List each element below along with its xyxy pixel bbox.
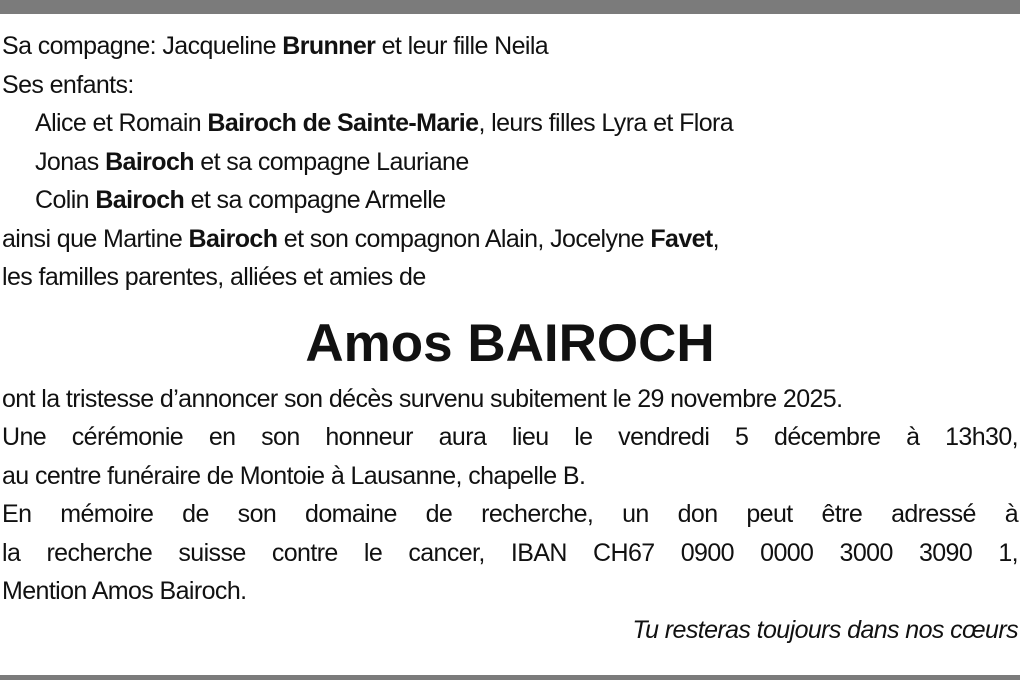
announcement-line: Mention Amos Bairoch. bbox=[2, 577, 247, 605]
text: et sa compagne Lauriane bbox=[193, 147, 469, 176]
announcement-line: Une cérémonie en son honneur aura lieu le vendredi 5 décembre à 13h30, bbox=[2, 423, 1018, 451]
text: Colin bbox=[35, 186, 96, 214]
text: et sa compagne Armelle bbox=[184, 186, 446, 214]
text: Jonas bbox=[35, 147, 106, 176]
child-line bbox=[2, 143, 1018, 182]
relatives-line bbox=[2, 220, 1018, 259]
families-line: les familles parentes, alliées et amies de bbox=[2, 263, 426, 291]
surname: Favet bbox=[650, 224, 713, 253]
partner-line bbox=[2, 27, 1018, 66]
child-line bbox=[2, 181, 1018, 220]
bottom-rule bbox=[0, 675, 1020, 680]
text: ainsi que Martine bbox=[2, 224, 189, 253]
text: Alice et Romain bbox=[35, 109, 208, 137]
closing-phrase: Tu resteras toujours dans nos cœurs bbox=[632, 615, 1018, 644]
surname: Brunner bbox=[282, 32, 376, 60]
top-rule bbox=[0, 0, 1020, 14]
children-heading: Ses enfants: bbox=[2, 70, 134, 99]
text: et leur fille Neila bbox=[375, 32, 549, 60]
obituary-notice bbox=[2, 27, 1018, 649]
text: et son compagnon Alain, Jocelyne bbox=[277, 224, 651, 253]
surname: Bairoch bbox=[188, 224, 278, 253]
text: Sa compagne: Jacqueline bbox=[2, 32, 283, 60]
surname: Bairoch de Sainte-Marie bbox=[207, 109, 479, 137]
announcement-line: au centre funéraire de Montoie à Lausanne, chapelle B. bbox=[2, 461, 586, 490]
text: , leurs filles Lyra et Flora bbox=[478, 109, 734, 137]
surname: Bairoch bbox=[95, 186, 185, 214]
deceased-name: Amos BAIROCH bbox=[305, 313, 715, 373]
child-line bbox=[2, 104, 1018, 143]
surname: Bairoch bbox=[105, 147, 194, 176]
announcement-line: En mémoire de son domaine de recherche, un don peut être adressé à bbox=[2, 500, 1018, 528]
text: , bbox=[712, 224, 720, 253]
announcement-line: ont la tristesse d’annoncer son décès survenu subitement le 29 novembre 2025. bbox=[2, 384, 843, 413]
announcement-line: la recherche suisse contre le cancer, IBAN CH67 0900 0000 3000 3090 1, bbox=[2, 538, 1018, 567]
